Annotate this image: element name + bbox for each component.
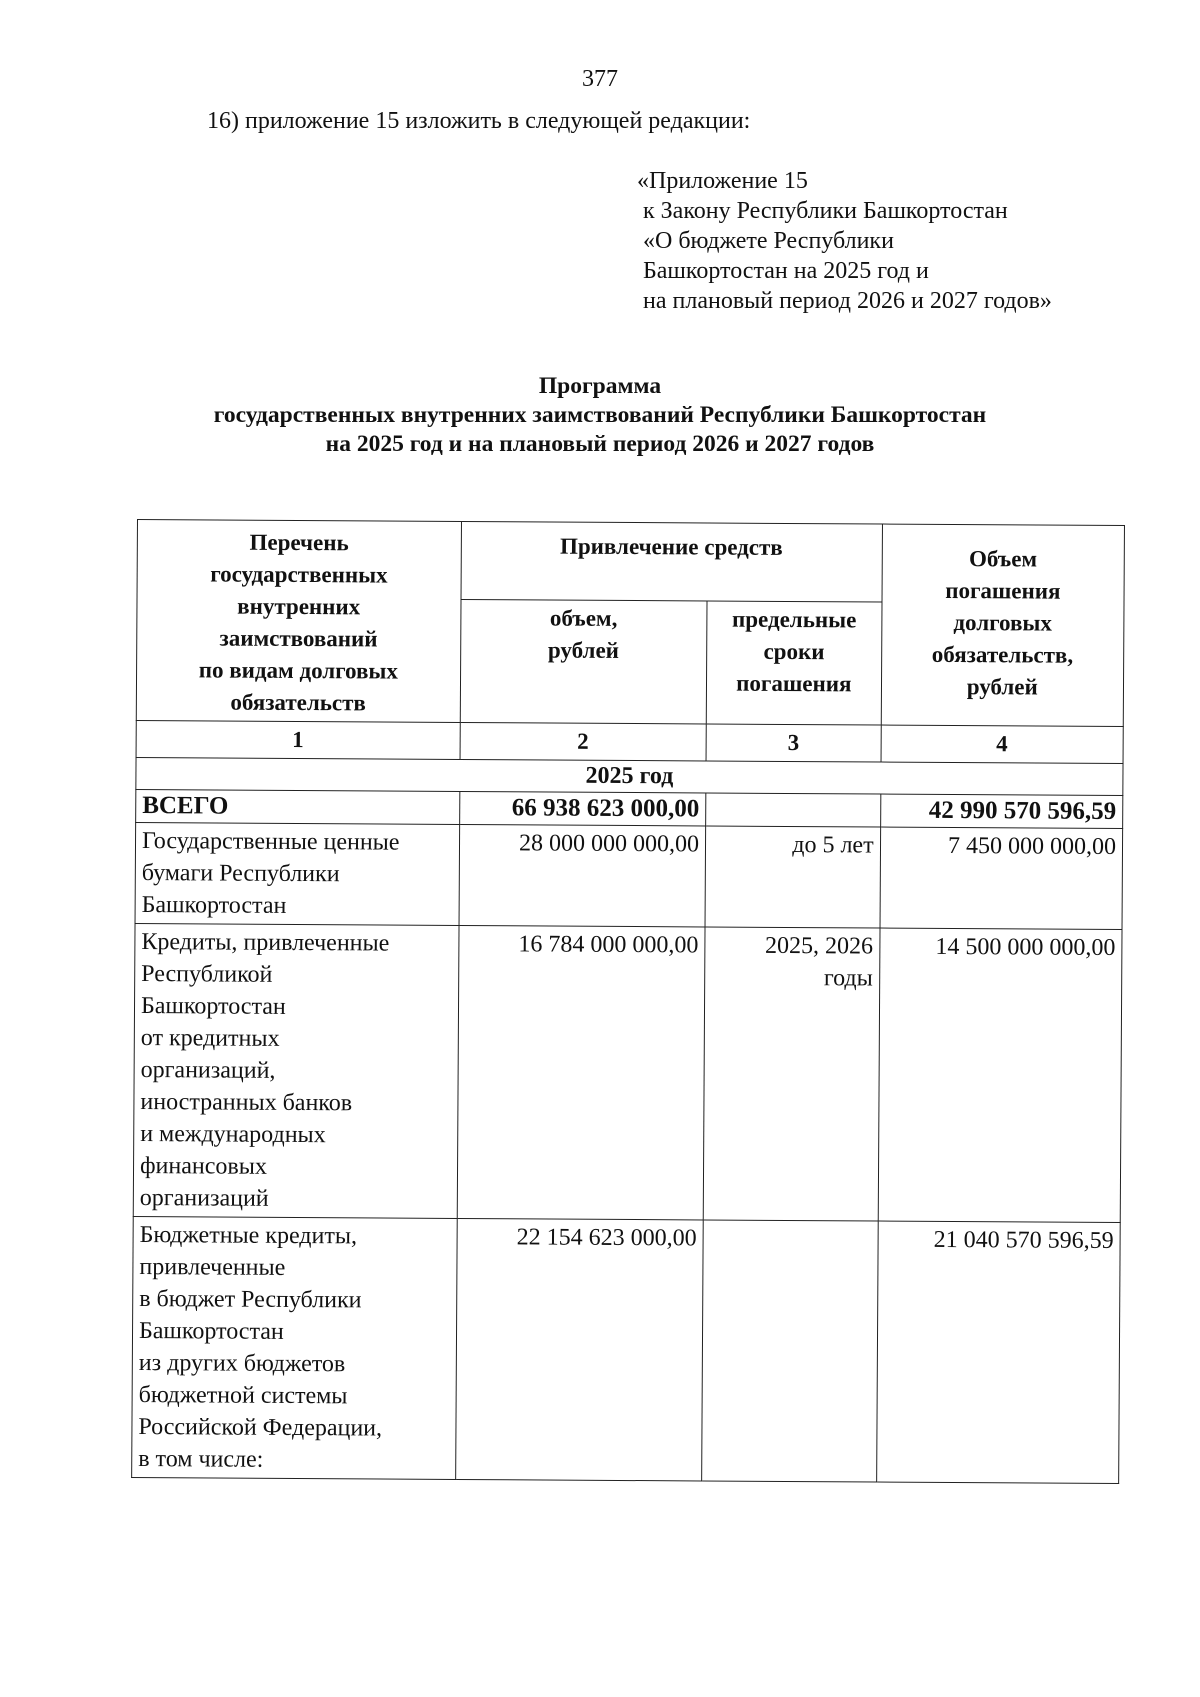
table-row [132,1216,1121,1483]
total-repayment: 42 990 570 596,59 [880,794,1123,828]
total-label: ВСЕГО [136,789,460,824]
row-volume: 28 000 000 000,00 [459,824,706,927]
appendix-ref-line: Башкортостан на 2025 год и [643,258,929,284]
header-volume: объем, рублей [460,599,707,724]
row-volume: 22 154 623 000,00 [455,1218,703,1481]
row-label: Государственные ценные бумаги Республики Башкортостан [135,822,459,925]
header-funds-raising: Привлечение средств [461,521,883,602]
appendix-ref-line: на плановый период 2026 и 2027 годов» [643,288,1052,314]
title-line: Программа [538,373,662,399]
table-row [135,822,1123,929]
header-terms: предельные сроки погашения [706,601,881,725]
year-label: 2025 год [136,757,1123,795]
borrowing-program-table [131,519,1125,1484]
header-row [137,520,1124,604]
total-term [706,793,881,827]
appendix-reference [637,166,1052,316]
column-number: 1 [136,720,460,759]
column-number-row [136,720,1123,763]
intro-paragraph: 16) приложение 15 изложить в следующей редакции: [207,108,751,134]
column-number: 3 [706,724,881,762]
title-line: государственных внутренних заимствований Республики Башкортостан [213,402,987,428]
appendix-ref-line: «О бюджете Республики [643,228,894,254]
row-label: Бюджетные кредиты, привлеченные в бюджет Республики Башкортостан из других бюджетов бюджетной системы Российской Федерации, в том числе: [132,1216,457,1479]
title-line: на 2025 год и на плановый период 2026 и 2027 годов [325,431,875,457]
table-row [133,923,1122,1222]
appendix-ref-line: к Закону Республики Башкортостан [643,198,1008,224]
row-term [702,1220,878,1482]
row-repayment: 14 500 000 000,00 [878,928,1122,1222]
row-term: до 5 лет [705,826,880,928]
row-volume: 16 784 000 000,00 [457,925,705,1220]
row-label: Кредиты, привлеченные Республикой Башкортостан от кредитных организаций, иностранных банков и международных финансовых организаций [133,923,458,1218]
row-term: 2025, 2026 годы [703,927,879,1221]
header-repayment-volume: Объем погашения долговых обязательств, рублей [881,524,1125,726]
row-repayment: 7 450 000 000,00 [880,827,1123,929]
column-number: 4 [881,725,1124,763]
document-title [0,372,1200,459]
page-number: 377 [582,66,618,92]
total-volume: 66 938 623 000,00 [459,791,706,826]
row-repayment: 21 040 570 596,59 [876,1221,1120,1483]
header-debt-types: Перечень государственных внутренних заимствований по видам долговых обязательств [136,520,461,723]
appendix-ref-line: «Приложение 15 [637,168,808,194]
column-number: 2 [460,722,707,761]
